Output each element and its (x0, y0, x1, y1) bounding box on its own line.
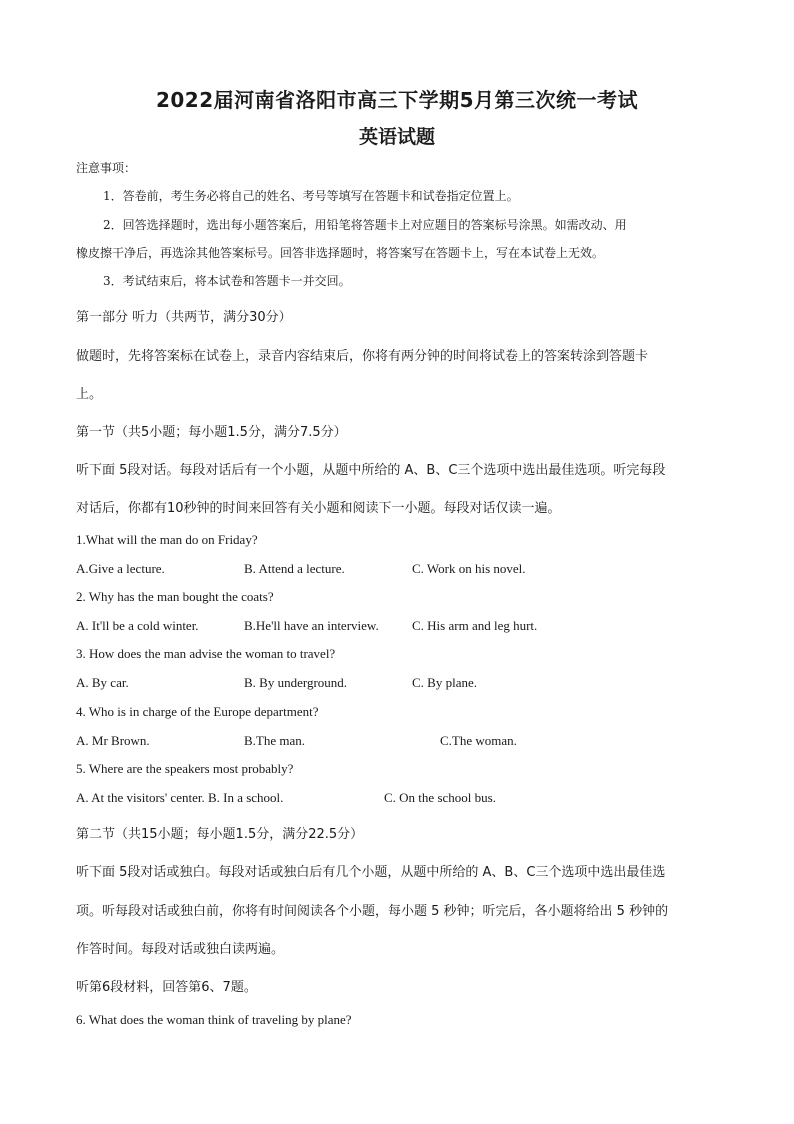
note-item-3: 3．考试结束后，将本试卷和答题卡一并交回。 (103, 274, 351, 288)
section1-heading: 第一节（共5小题；每小题1.5分，满分7.5分） (76, 425, 347, 440)
section1-instruction-line-2: 对话后，你都有10秒钟的时间来回答有关小题和阅读下一小题。每段对话仅读一遍。 (76, 501, 561, 516)
question-1-option-b: B. Attend a lecture. (244, 561, 345, 576)
question-4-option-b: B.The man. (244, 733, 306, 748)
question-2-option-a: A. It'll be a cold winter. (76, 618, 199, 633)
question-5: 5. Where are the speakers most probably? (76, 761, 294, 776)
section2-instruction-line-3: 作答时间。每段对话或独白读两遍。 (76, 942, 285, 957)
question-3-option-b: B. By underground. (244, 675, 348, 690)
exam-subtitle: 英语试题 (358, 126, 435, 148)
question-2: 2. Why has the man bought the coats? (76, 589, 274, 604)
section2-instruction-line-2: 项。听每段对话或独白前，你将有时间阅读各个小题，每小题 5 秒钟；听完后，各小题将给出 5 秒钟的 (76, 904, 669, 919)
question-1: 1.What will the man do on Friday? (76, 532, 258, 547)
question-5-option-a: A. At the visitors' center. B. In a school. (76, 790, 284, 805)
question-4: 4. Who is in charge of the Europe department? (76, 704, 319, 719)
part1-heading: 第一部分 听力（共两节，满分30分） (76, 310, 292, 325)
section2-instruction-line-1: 听下面 5段对话或独白。每段对话或独白后有几个小题，从题中所给的 A、B、C三个选项中选出最佳选 (76, 865, 666, 880)
part1-instruction-line-1: 做题时，先将答案标在试卷上，录音内容结束后，你将有两分钟的时间将试卷上的答案转涂到答题卡 (76, 349, 649, 364)
question-1-option-a: A.Give a lecture. (76, 561, 165, 576)
notes-heading: 注意事项： (76, 161, 137, 175)
question-3: 3. How does the man advise the woman to travel? (76, 646, 336, 661)
section2-heading: 第二节（共15小题；每小题1.5分，满分22.5分） (76, 827, 364, 842)
part1-instruction-line-2: 上。 (76, 387, 103, 402)
question-5-option-c: C. On the school bus. (384, 790, 496, 805)
note-item-2-line-1: 2．回答选择题时，选出每小题答案后，用铅笔将答题卡上对应题目的答案标号涂黑。如需改动、用 (103, 218, 627, 232)
question-2-option-c: C. His arm and leg hurt. (412, 618, 538, 633)
note-item-1: 1．答卷前，考生务必将自己的姓名、考号等填写在答题卡和试卷指定位置上。 (103, 189, 519, 203)
question-3-option-a: A. By car. (76, 675, 129, 690)
question-4-option-c: C.The woman. (440, 733, 517, 748)
question-4-option-a: A. Mr Brown. (76, 733, 150, 748)
note-item-2-line-2: 橡皮擦干净后，再选涂其他答案标号。回答非选择题时，将答案写在答题卡上，写在本试卷上无效。 (76, 246, 605, 260)
exam-title: 2022届河南省洛阳市高三下学期5月第三次统一考试 (155, 88, 639, 112)
section1-instruction-line-1: 听下面 5段对话。每段对话后有一个小题，从题中所给的 A、B、C三个选项中选出最佳选项。听完每段 (76, 463, 666, 478)
question-3-option-c: C. By plane. (412, 675, 477, 690)
question-1-option-c: C. Work on his novel. (412, 561, 526, 576)
material-6-instruction: 听第6段材料，回答第6、7题。 (76, 980, 257, 995)
question-2-option-b: B.He'll have an interview. (244, 618, 379, 633)
question-6: 6. What does the woman think of traveling by plane? (76, 1012, 352, 1027)
